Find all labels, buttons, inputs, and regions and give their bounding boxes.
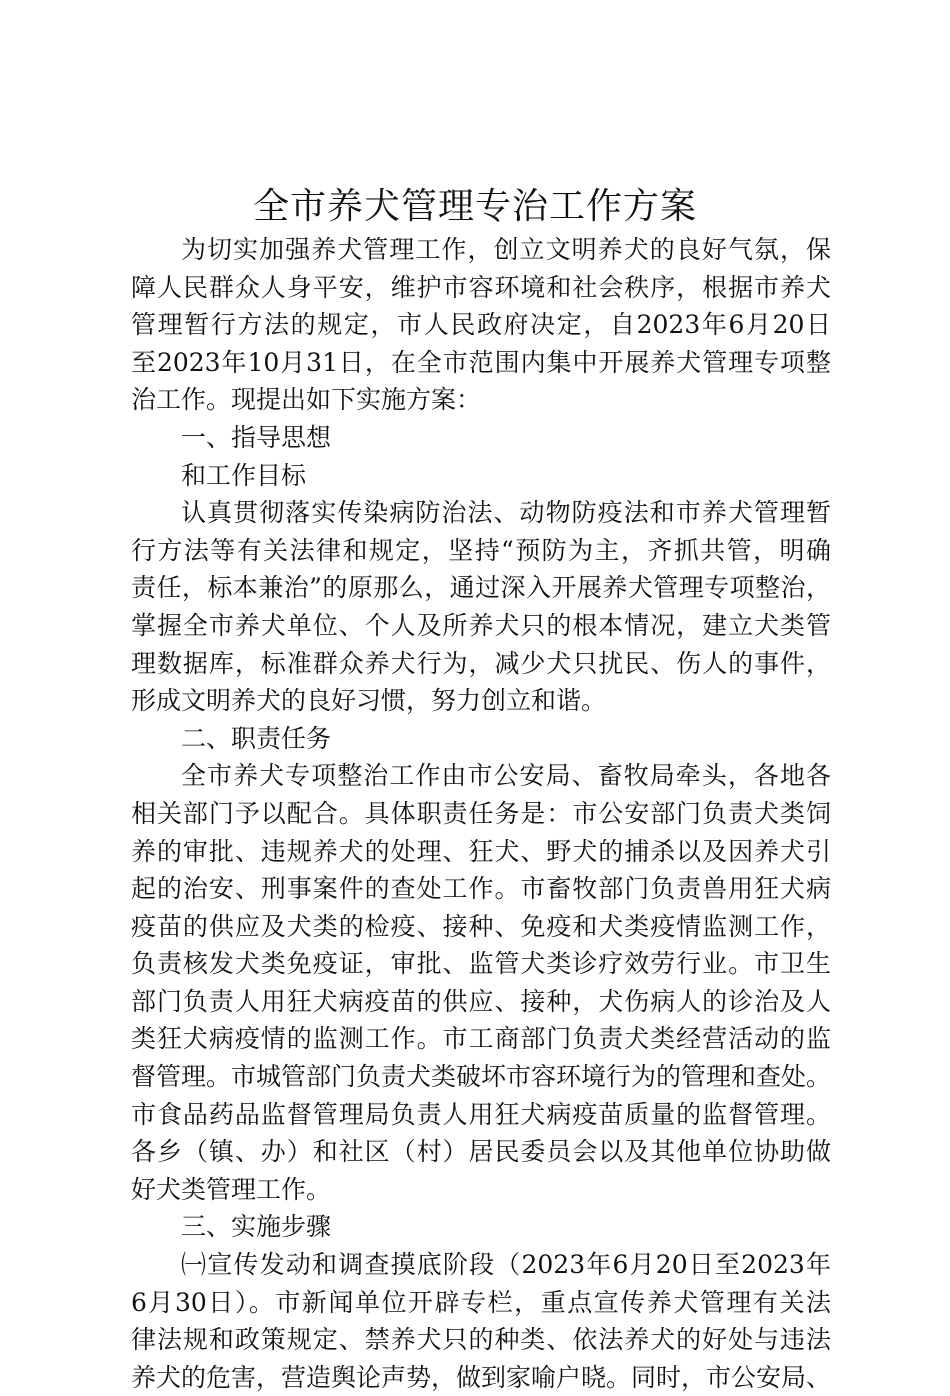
paragraph-line: 管理暂行方法的规定，市人民政府决定，自2023年6月20日 <box>131 310 831 340</box>
paragraph-line: 律法规和政策规定、禁养犬只的种类、依法养犬的好处与违法 <box>131 1325 831 1355</box>
paragraph-line: 负责核发犬类免疫证，审批、监管犬类诊疗效劳行业。市卫生 <box>131 949 831 979</box>
paragraph-line: 市食品药品监督管理局负责人用狂犬病疫苗质量的监督管理。 <box>131 1099 831 1129</box>
paragraph-line: 二、职责任务 <box>181 723 332 753</box>
paragraph-line: 疫苗的供应及犬类的检疫、接种、免疫和犬类疫情监测工作， <box>131 911 831 941</box>
paragraph-line: 好犬类管理工作。 <box>131 1174 332 1204</box>
paragraph-line: ㈠宣传发动和调查摸底阶段（2023年6月20日至2023年 <box>181 1250 831 1280</box>
paragraph-line: 养的审批、违规养犬的处理、狂犬、野犬的捕杀以及因养犬引 <box>131 836 831 866</box>
paragraph-line: 掌握全市养犬单位、个人及所养犬只的根本情况，建立犬类管 <box>131 610 831 640</box>
paragraph-line: 行方法等有关法律和规定，坚持“预防为主，齐抓共管，明确 <box>131 535 831 565</box>
paragraph-line: 类狂犬病疫情的监测工作。市工商部门负责犬类经营活动的监 <box>131 1024 831 1054</box>
paragraph-line: 理数据库，标准群众养犬行为，减少犬只扰民、伤人的事件， <box>131 648 831 678</box>
paragraph-line: 6月30日）。市新闻单位开辟专栏，重点宣传养犬管理有关法 <box>131 1287 831 1317</box>
paragraph-line: 障人民群众人身平安，维护市容环境和社会秩序，根据市养犬 <box>131 272 831 302</box>
paragraph-line: 各乡（镇、办）和社区（村）居民委员会以及其他单位协助做 <box>131 1137 831 1167</box>
paragraph-line: 督管理。市城管部门负责犬类破坏市容环境行为的管理和查处。 <box>131 1062 832 1092</box>
paragraph-line: 养犬的危害，营造舆论声势，做到家喻户晓。同时，市公安局、 <box>131 1362 832 1392</box>
paragraph-line: 责任，标本兼治”的原那么，通过深入开展养犬管理专项整治， <box>131 573 831 603</box>
document-title: 全市养犬管理专治工作方案 <box>252 186 697 227</box>
paragraph-line: 为切实加强养犬管理工作，创立文明养犬的良好气氛，保 <box>181 235 831 264</box>
paragraph-line: 全市养犬专项整治工作由市公安局、畜牧局牵头，各地各 <box>181 761 831 791</box>
paragraph-line: 一、指导思想 <box>181 422 332 452</box>
paragraph-line: 至2023年10月31日，在全市范围内集中开展养犬管理专项整 <box>131 347 831 377</box>
paragraph-line: 形成文明养犬的良好习惯，努力创立和谐。 <box>131 686 607 716</box>
paragraph-line: 认真贯彻落实传染病防治法、动物防疫法和市养犬管理暂 <box>181 498 831 528</box>
paragraph-line: 和工作目标 <box>181 460 307 490</box>
document-body <box>131 231 831 1396</box>
paragraph-line: 部门负责人用狂犬病疫苗的供应、接种，犬伤病人的诊治及人 <box>131 986 831 1016</box>
paragraph-line: 起的治安、刑事案件的查处工作。市畜牧部门负责兽用狂犬病 <box>131 874 831 904</box>
paragraph-line: 治工作。现提出如下实施方案： <box>131 385 482 415</box>
paragraph-line: 三、实施步骤 <box>181 1212 332 1242</box>
paragraph-line: 相关部门予以配合。具体职责任务是：市公安部门负责犬类饲 <box>131 798 831 828</box>
